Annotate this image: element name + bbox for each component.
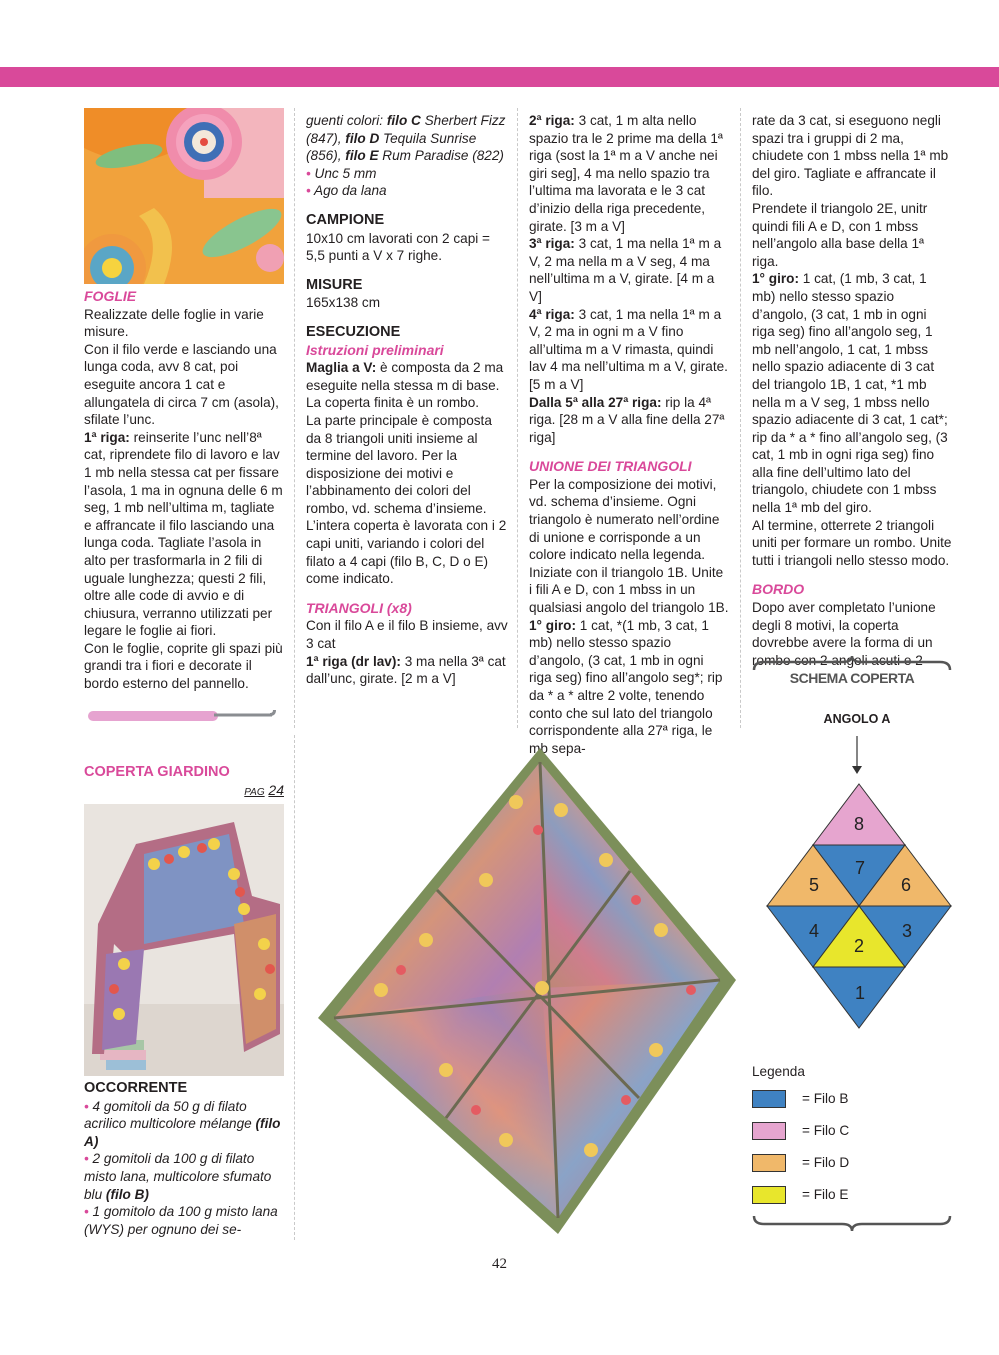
paragraph: Dalla 5ª alla 27ª riga: rip la 4ª riga. [28 m a V alla fine della 27ª riga] xyxy=(529,394,725,445)
page-ref: PAG 24 xyxy=(244,781,284,798)
brace-bottom xyxy=(752,1214,952,1234)
legend xyxy=(752,1090,952,1218)
paragraph: Con il filo verde e lasciando una lunga coda, avv 8 cat, poi eseguite ancora 1 cat e allungatela di circa 7 cm (asola), sfilate l’unc. xyxy=(84,341,279,428)
material-item: • 2 gomitoli da 100 g di filato misto lana, multicolore sfumato blu (filo B) xyxy=(84,1151,272,1202)
paragraph: 1ª riga: reinserite l’unc nell’8ª cat, riprendete filo di lavoro e lav 1 mb nella stessa cat per fissare l’asola, 1 ma in ognuna delle 6 m seg, 1 mb nell’ultima m, tagliate e affrancate il filo lasciando una lunga coda. Tagliate l’asola in alto per trasformarla in 2 fili di uguale lunghezza; questi 2 fili, oltre alle code di avvio e di chiusura, verranno utilizzati per legare le foglie ai fiori. xyxy=(84,429,283,639)
campione-heading: CAMPIONE xyxy=(306,211,385,228)
esecuzione-heading: ESECUZIONE xyxy=(306,323,401,340)
paragraph: Al termine, otterrete 2 triangoli uniti per formare un rombo. Unite tutti i triangoli nello stesso modo. xyxy=(752,517,952,568)
paragraph: Con il filo A e il filo B insieme, avv 3 cat xyxy=(306,618,508,652)
paragraph: 1° giro: 1 cat, *(1 mb, 3 cat, 1 mb) nello stesso spazio d’angolo, (3 cat, 1 mb in ogni riga seg) fino all’angolo seg*; rip da * a * altre 2 volte, tenendo conto che sul lato del triangolo corrispondente alla 27ª riga, le mb sepa- xyxy=(529,617,723,756)
paragraph: 10x10 cm lavorati con 2 capi = 5,5 punti a V x 7 righe. xyxy=(306,230,490,264)
paragraph: 4ª riga: 3 cat, 1 ma nella 1ª m a V, 2 ma in ogni m a V fino all’ultima m a V rimasta, quindi lav 4 ma nell’ultima m a V, girate. [5 m a V] xyxy=(529,306,728,392)
paragraph: 3ª riga: 3 cat, 1 ma nella 1ª m a V, 2 ma nella m a V seg, 4 ma nell’ultima m a V, girate. [4 m a V] xyxy=(529,236,722,304)
paragraph: La parte principale è composta da 8 triangoli uniti insieme al termine del lavoro. Per la disposizione dei motivi e l’abbinamento dei colori del rombo, vd. schema d’insieme. L’intera coperta è lavorata con i 2 capi uniti, variando i colori del filato a 4 capi (filo B, C, D o E) come indicato. xyxy=(306,412,507,587)
legend-swatch xyxy=(752,1154,786,1172)
paragraph: 1° giro: 1 cat, (1 mb, 3 cat, 1 mb) nello stesso spazio d’angolo, (3 cat, 1 mb in ogni riga seg) fino all’angolo seg, 1 mb nell’angolo, 1 cat, 1 mbss nello spazio adiacente di 3 cat del triangolo 1B, 1 cat, *1 mb nella m a V seg, 1 mbss nello spazio adiacente di 3 cat, 1 cat*; rip da * a * fino all’angolo seg, (3 cat, 1 mb in ogni riga seg) fino alla fine dell’ultimo lato del triangolo, chiudete con 1 mbss nella 1ª mb del giro. xyxy=(752,271,948,516)
diamond-diagram xyxy=(760,734,960,1046)
legend-title: Legenda xyxy=(752,1064,805,1079)
istruzioni-subheading: Istruzioni preliminari xyxy=(306,341,444,358)
header-band xyxy=(0,67,999,87)
legend-swatch xyxy=(752,1090,786,1108)
paragraph: Dopo aver completato l’unione degli 8 motivi, la coperta dovrebbe avere la forma di un rombo con 2 angoli acuti e 2 xyxy=(752,600,936,668)
paragraph: Con le foglie, coprite gli spazi più grandi tra i fiori e decorate il bordo esterno del pannello. xyxy=(84,640,283,692)
paragraph: Maglia a V: è composta da 2 ma eseguite nella stessa m di base. xyxy=(306,360,504,393)
triangoli-heading: TRIANGOLI (x8) xyxy=(306,599,412,616)
blanket-photo xyxy=(306,740,746,1240)
coperta-section xyxy=(84,764,284,801)
blanket-chair-photo xyxy=(84,804,284,1076)
bordo-heading: BORDO xyxy=(752,581,805,598)
legend-item: = Filo D xyxy=(752,1154,952,1186)
paragraph: rate da 3 cat, si eseguono negli spazi tra i gruppi di 2 ma, chiudete con 1 mbss nella 1ª mb del giro. Tagliate e affrancate il filo. xyxy=(752,113,949,199)
legend-swatch xyxy=(752,1122,786,1140)
schema-title: SCHEMA COPERTA xyxy=(789,670,915,686)
legend-item: = Filo E xyxy=(752,1186,952,1218)
triangle-number: 2 xyxy=(853,936,865,956)
crochet-hook-image xyxy=(86,704,278,728)
legend-swatch xyxy=(752,1186,786,1204)
triangle-number: 4 xyxy=(808,921,820,941)
paragraph: Realizzate delle foglie in varie misure. xyxy=(84,306,264,340)
colors-list: guenti colori: filo C Sherbert Fizz (847), filo D Tequila Sunrise (856), filo E Rum Paradise (822) xyxy=(306,113,506,164)
column-2 xyxy=(306,112,508,688)
paragraph: Per la composizione dei motivi, vd. schema d’insieme. Ogni triangolo è numerato nell’ordine di unione e corrisponde a un colore indicato nella legenda. Iniziate con il triangolo 1B. Unite i fili A e D, con 1 mbss in un qualsiasi angolo del triangolo 1B. xyxy=(529,476,729,616)
occorrente-title: OCCORRENTE xyxy=(84,1080,188,1096)
occorrente-section xyxy=(84,1080,284,1238)
column-separator xyxy=(740,108,741,728)
material-item: • Ago da lana xyxy=(306,183,387,199)
legend-item: = Filo B xyxy=(752,1090,952,1122)
material-item: • 4 gomitoli da 50 g di filato acrilico multicolore mélange (filo A) xyxy=(84,1098,281,1149)
column-separator xyxy=(294,735,295,1240)
flowers-photo xyxy=(84,108,284,284)
column-3 xyxy=(529,112,729,757)
column-separator xyxy=(517,108,518,728)
triangle-number: 1 xyxy=(854,983,866,1003)
angolo-label: ANGOLO A xyxy=(823,712,891,726)
paragraph: Prendete il triangolo 2E, unitr quindi fili A e D, con 1 mbss nell’angolo alla base della 1ª riga. xyxy=(752,200,928,269)
paragraph: La coperta finita è un rombo. xyxy=(306,395,480,411)
triangle-number: 8 xyxy=(853,814,865,834)
paragraph: 1ª riga (dr lav): 3 ma nella 3ª cat dall’unc, girate. [2 m a V] xyxy=(306,653,506,687)
material-item: • 1 gomitolo da 100 g misto lana (WYS) per ognuno dei se- xyxy=(84,1204,278,1237)
foglie-heading: FOGLIE xyxy=(84,288,137,304)
column-4 xyxy=(752,112,952,669)
coperta-title: COPERTA GIARDINO xyxy=(84,764,230,780)
triangle-number: 6 xyxy=(900,875,912,895)
column-1 xyxy=(84,288,284,693)
paragraph: 165x138 cm xyxy=(306,295,381,311)
legend-item: = Filo C xyxy=(752,1122,952,1154)
triangle-number: 5 xyxy=(808,875,820,895)
unione-heading: UNIONE DEI TRIANGOLI xyxy=(529,458,692,475)
material-item: • Unc 5 mm xyxy=(306,165,377,181)
triangle-number: 7 xyxy=(854,858,866,878)
column-separator xyxy=(294,108,295,728)
paragraph: 2ª riga: 3 cat, 1 m alta nello spazio tra le 2 prime ma della 1ª riga (sost la 1ª m a V anche nei giri seg], 4 ma nello spazio tra l’ultima ma lavorata e le 3 cat d’inizio della riga precedente, girate. [3 m a V] xyxy=(529,113,723,234)
triangle-number: 3 xyxy=(901,921,913,941)
misure-heading: MISURE xyxy=(306,276,363,293)
page-number: 42 xyxy=(492,1256,507,1272)
